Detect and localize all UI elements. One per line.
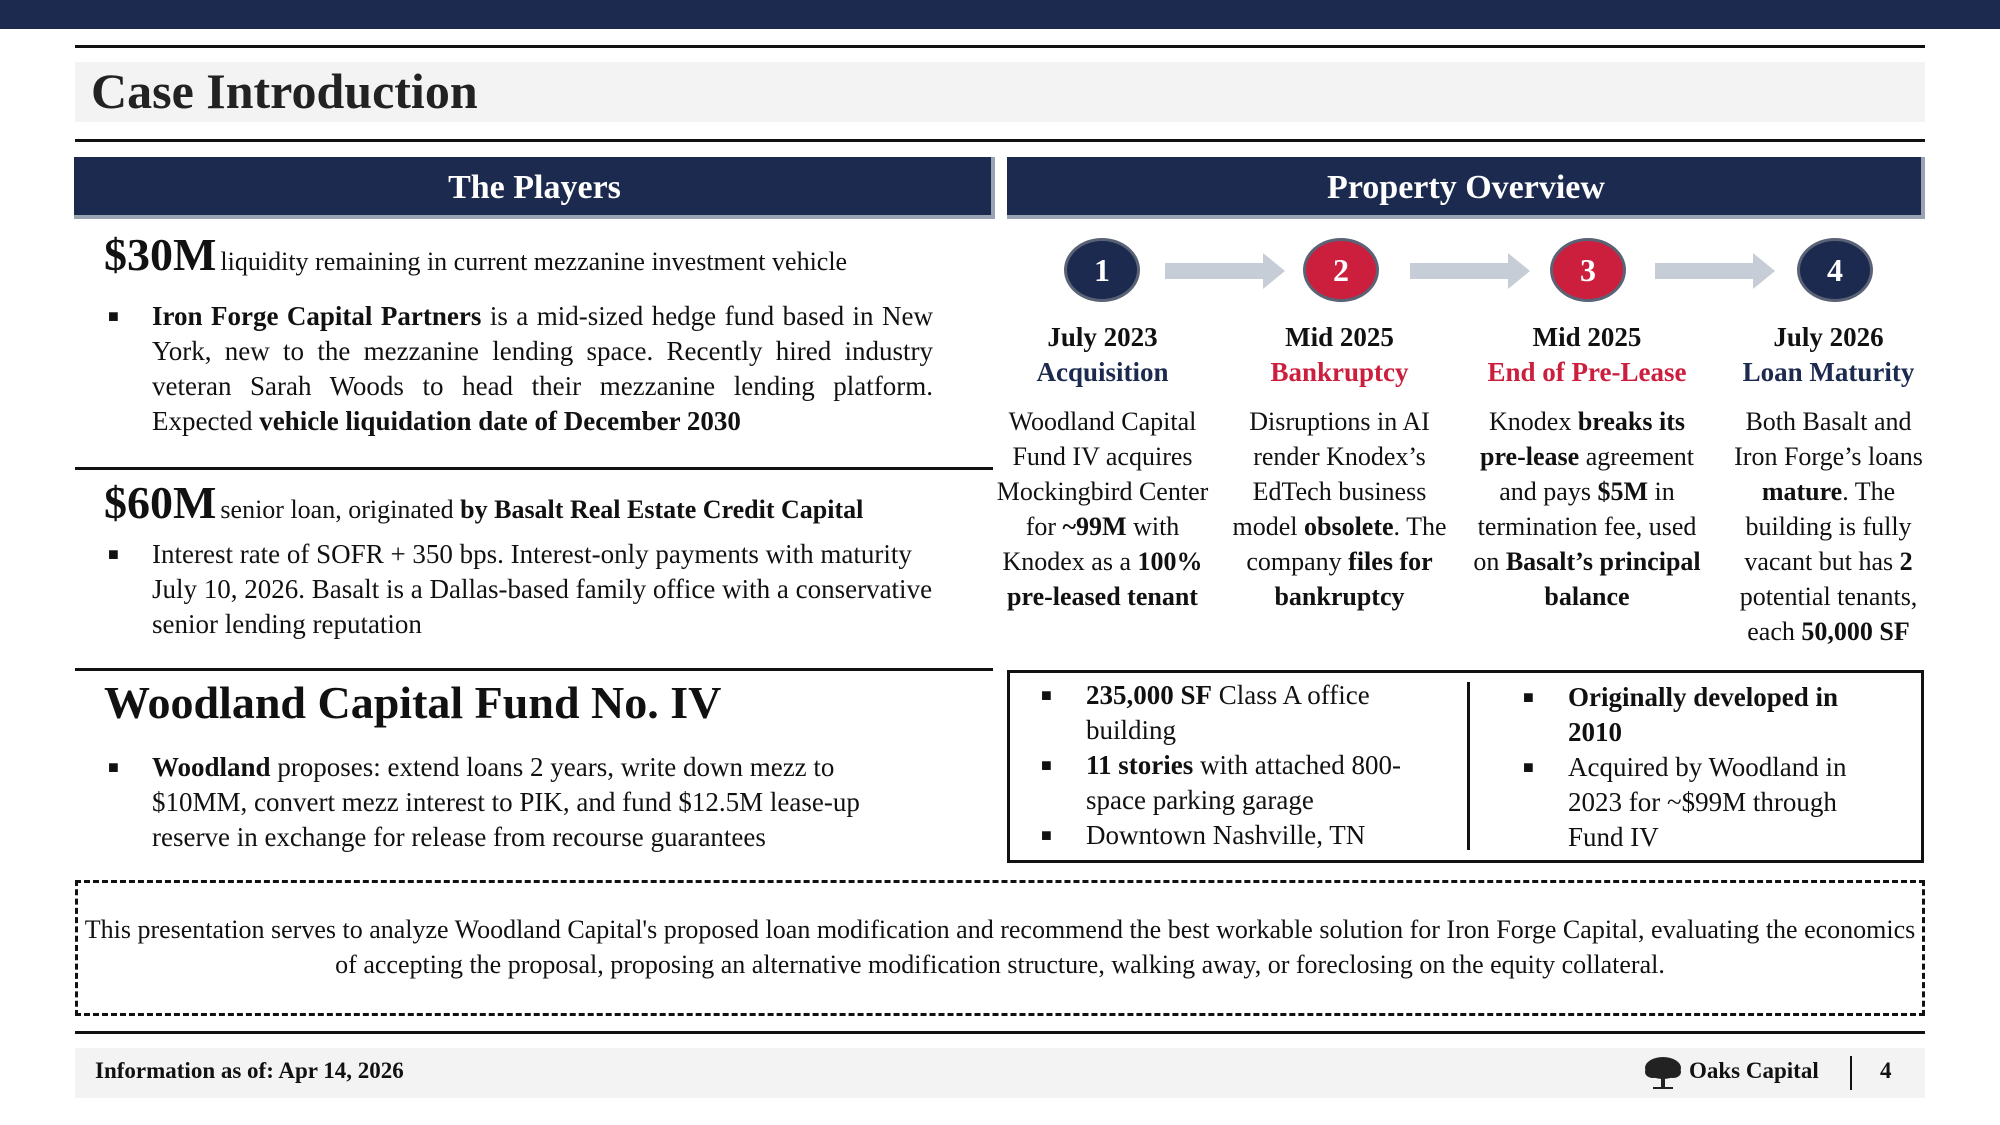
property-header: Property Overview bbox=[1007, 157, 1925, 219]
woodland-description: Woodland proposes: extend loans 2 years, write down mezz to $10MM, convert mezz interest to PIK, and fund $12.5M lease-up reserve in exchange for release from recourse guarantees bbox=[152, 752, 860, 852]
property-facts-divider bbox=[1467, 682, 1470, 850]
amount-60m: $60M bbox=[104, 477, 217, 528]
top-banner bbox=[0, 0, 2000, 29]
brand-name: Oaks Capital bbox=[1689, 1058, 1819, 1083]
title-rule-bottom bbox=[75, 139, 1925, 142]
bullet-square-icon: ■ bbox=[1041, 755, 1052, 775]
timeline-desc-4: Both Basalt and Iron Forge’s loans mature. The building is fully vacant but has 2 potential tenants, each 50,000 SF bbox=[1734, 407, 1923, 646]
timeline-arrow-icon bbox=[1655, 263, 1755, 279]
footer-separator bbox=[1850, 1056, 1852, 1090]
bullet-square-icon: ■ bbox=[108, 544, 119, 564]
footer-rule bbox=[75, 1031, 1925, 1034]
timeline-col-2 bbox=[1232, 320, 1447, 614]
timeline-desc-2: Disruptions in AI render Knodex’s EdTech business model obsolete. The company files for bankruptcy bbox=[1232, 407, 1447, 611]
timeline-col-3 bbox=[1472, 320, 1702, 614]
bullet-square-icon: ■ bbox=[1523, 757, 1534, 777]
fact-developed: ■ Originally developed in 2010 bbox=[1523, 682, 1839, 747]
iron-forge-description: Iron Forge Capital Partners is a mid-sized hedge fund based in New York, new to the mezzanine lending space. Recently hired industry veteran Sarah Woods to head their mezzanine lending platform. Expected vehicle liquidation date of December 2030 bbox=[152, 301, 933, 436]
players-block1-lead bbox=[104, 228, 847, 281]
players-block2-bullet bbox=[108, 537, 938, 642]
players-block2-lead bbox=[104, 476, 863, 529]
timeline-arrow-icon bbox=[1165, 263, 1265, 279]
oak-tree-icon bbox=[1643, 1056, 1683, 1090]
timeline-desc-3: Knodex breaks its pre-lease agreement and pays $5M in termination fee, used on Basalt’s principal balance bbox=[1473, 407, 1701, 611]
timeline-event: Bankruptcy bbox=[1270, 357, 1409, 387]
timeline-date: Mid 2025 bbox=[1532, 322, 1642, 352]
woodland-heading: Woodland Capital Fund No. IV bbox=[104, 677, 722, 728]
timeline-event: Loan Maturity bbox=[1742, 357, 1915, 387]
timeline-step-2: 2 bbox=[1306, 241, 1376, 299]
bullet-square-icon: ■ bbox=[1523, 687, 1534, 707]
timeline-date: July 2023 bbox=[1047, 322, 1158, 352]
bullet-square-icon: ■ bbox=[1041, 825, 1052, 845]
fact-location: ■ Downtown Nashville, TN bbox=[1086, 818, 1436, 853]
timeline-arrow-icon bbox=[1410, 263, 1510, 279]
title-rule-top bbox=[75, 45, 1925, 48]
fact-stories: ■ 11 stories with attached 800-space parking garage bbox=[1041, 750, 1401, 815]
fact-size: ■ 235,000 SF Class A office building bbox=[1041, 680, 1370, 745]
summary-text: This presentation serves to analyze Woodland Capital's proposed loan modification and recommend the best workable solution for Iron Forge Capital, evaluating the economics of accepting the proposal, proposing an alternative modification structure, walking away, or foreclosing on the equity collateral. bbox=[84, 915, 1916, 979]
bullet-square-icon: ■ bbox=[1041, 685, 1052, 705]
amount-30m: $30M bbox=[104, 229, 217, 280]
players-block3-bullet bbox=[108, 750, 928, 855]
timeline-step-4: 4 bbox=[1800, 241, 1870, 299]
players-divider-1 bbox=[75, 467, 993, 470]
page-number: 4 bbox=[1880, 1058, 1892, 1083]
timeline-desc-1: Woodland Capital Fund IV acquires Mockingbird Center for ~99M with Knodex as a 100% pre-leased tenant bbox=[996, 407, 1209, 611]
players-divider-2 bbox=[75, 668, 993, 671]
timeline-col-4 bbox=[1721, 320, 1936, 649]
bullet-square-icon: ■ bbox=[108, 306, 119, 326]
page-title: Case Introduction bbox=[91, 63, 478, 119]
bullet-square-icon: ■ bbox=[108, 757, 119, 777]
timeline-event: Acquisition bbox=[1036, 357, 1169, 387]
players-header: The Players bbox=[74, 157, 995, 219]
players-block1-bullet bbox=[108, 299, 933, 439]
timeline-step-1: 1 bbox=[1067, 241, 1137, 299]
timeline-date: July 2026 bbox=[1773, 322, 1884, 352]
timeline-event: End of Pre-Lease bbox=[1487, 357, 1687, 387]
timeline-date: Mid 2025 bbox=[1285, 322, 1394, 352]
amount-60m-caption: senior loan, originated bbox=[220, 495, 461, 524]
amount-60m-caption-bold: by Basalt Real Estate Credit Capital bbox=[460, 495, 864, 524]
basalt-description: Interest rate of SOFR + 350 bps. Interest-only payments with maturity July 10, 2026. Basalt is a Dallas-based family office with a conservative senior lending reputation bbox=[152, 539, 933, 639]
amount-30m-caption: liquidity remaining in current mezzanine investment vehicle bbox=[220, 247, 848, 276]
timeline-col-1 bbox=[995, 320, 1210, 614]
fact-acquired: ■ Acquired by Woodland in 2023 for ~$99M through Fund IV bbox=[1523, 752, 1847, 852]
info-date: Information as of: Apr 14, 2026 bbox=[95, 1058, 404, 1083]
timeline-step-3: 3 bbox=[1553, 241, 1623, 299]
